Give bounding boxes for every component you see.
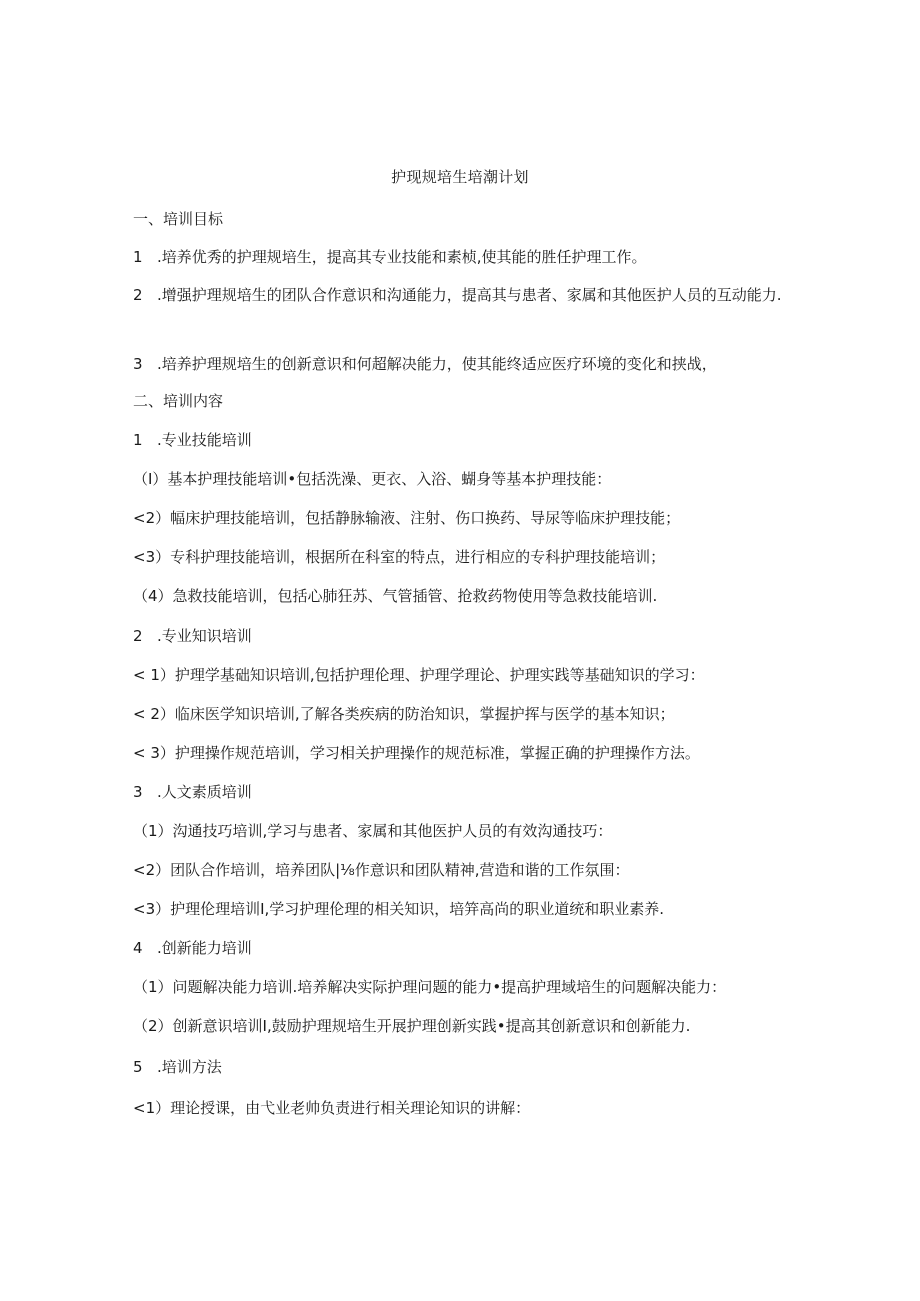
- subsection-number: 5: [133, 1058, 143, 1076]
- document-title: 护现规培生培潮计划: [391, 168, 529, 186]
- innovation-item-2: （2）创新意识培训I,鼓励护理规培生开展护理创新实践•提高其创新意识和创新能力.: [133, 1017, 691, 1035]
- subsection-number: 1: [133, 431, 143, 449]
- innovation-item-1: （1）问题解决能力培训.培养解决实际护理问题的能力•提高护理域培生的问题解决能力：: [133, 978, 727, 996]
- subsection-heading-innovation: [133, 938, 793, 958]
- goal-item-2: [133, 279, 788, 312]
- skills-item-2: <2）幅床护理技能培训，包括静脉输液、注射、伤口换药、导尿等临床护理技能；: [133, 509, 681, 527]
- goal-item-number: 3: [133, 355, 143, 373]
- goal-item-text: .增强护理规培生的团队合作意识和沟通能力，提高其与患者、家属和其他医护人员的互动能力.: [157, 286, 782, 304]
- humanity-item-3: <3）护理伦理培训I,学习护理伦理的相关知识，培笄高尚的职业道统和职业素养.: [133, 900, 665, 918]
- goal-item-1: [133, 247, 793, 267]
- knowledge-item-2: < 2）临床医学知识培训,了解各类疾病的防治知识，掌握护挥与医学的基本知识；: [133, 705, 675, 723]
- subsection-heading-knowledge: [133, 626, 793, 646]
- section-heading-content: 二、培训内容: [133, 392, 224, 410]
- subsection-title: .人文素质培训: [157, 783, 252, 801]
- section-heading-goals: 一、培训目标: [133, 210, 224, 228]
- knowledge-item-1: < 1）护理学基础知识培训,包括护理伦理、护理学理论、护理实践等基础知识的学习：: [133, 666, 705, 684]
- goal-item-text: .培养护理规培生的创新意识和何超解决能力，使其能终适应医疗环境的变化和挟战，: [157, 355, 717, 373]
- humanity-item-1: （1）沟通技巧培训,学习与患者、家属和其他医护人员的有效沟通技巧：: [133, 822, 613, 840]
- subsection-title: .培训方法: [157, 1058, 222, 1076]
- subsection-heading-humanity: [133, 782, 793, 802]
- skills-item-1: （I）基本护理技能培训•包括洗澡、更衣、入浴、蝴身等基本护理技能：: [133, 470, 612, 488]
- humanity-item-2: <2）团队合作培训，培养团队|⅛作意识和团队精神,营造和谐的工作氛围：: [133, 861, 630, 879]
- goal-item-number: 1: [133, 248, 143, 266]
- subsection-title: .专业知识培训: [157, 627, 252, 645]
- goal-item-3: [133, 354, 793, 374]
- methods-item-1: <1）理论授课，由弋业老帅负责进行相关理论知识的讲解：: [133, 1099, 531, 1117]
- goal-item-text: .培养优秀的护理规培生，提高其专业技能和素桢,使其能的胜任护理工作。: [157, 248, 647, 266]
- subsection-number: 3: [133, 783, 143, 801]
- subsection-heading-methods: [133, 1057, 793, 1077]
- goal-item-number: 2: [133, 286, 143, 304]
- skills-item-3: <3）专科护理技能培训，根据所在科室的特点，进行相应的专科护理技能培训；: [133, 548, 666, 566]
- skills-item-4: （4）急救技能培训，包括心肺狂苏、气管插管、抢救药物使用等急救技能培训.: [133, 587, 658, 605]
- subsection-title: .创新能力培训: [157, 939, 252, 957]
- subsection-number: 2: [133, 627, 143, 645]
- subsection-number: 4: [133, 939, 143, 957]
- knowledge-item-3: < 3）护理操作规范培训，学习相关护理操作的规范标准，掌握正确的护理操作方法。: [133, 744, 700, 762]
- subsection-heading-skills: [133, 430, 793, 450]
- subsection-title: .专业技能培训: [157, 431, 252, 449]
